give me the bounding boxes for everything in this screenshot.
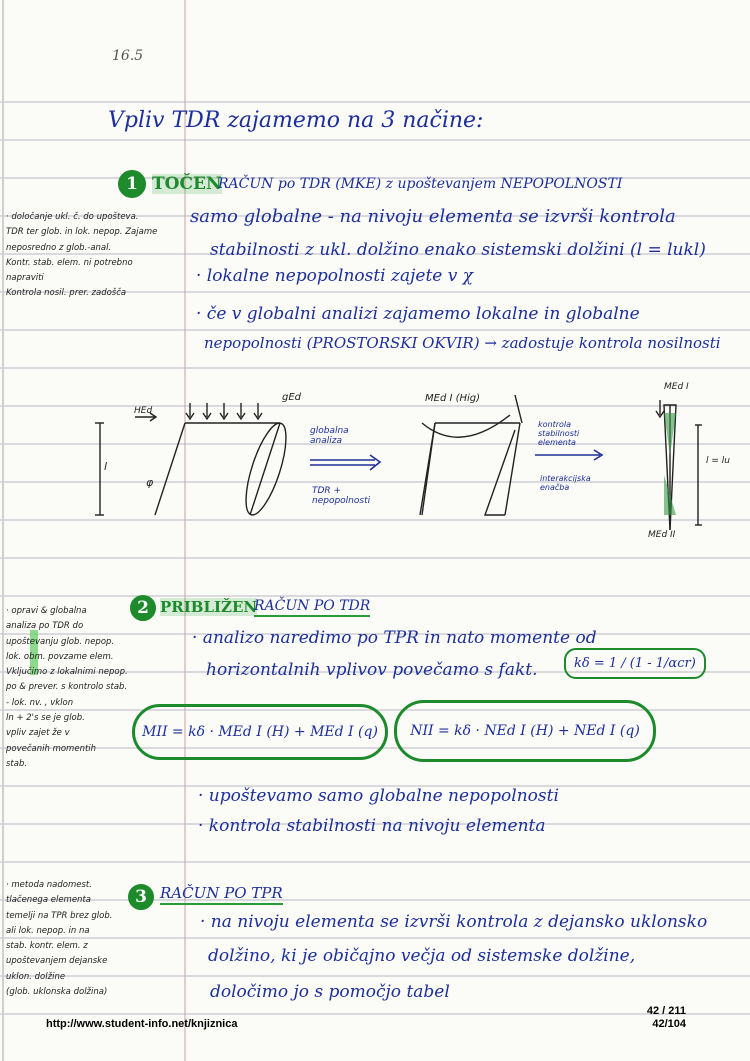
diagram-interaction-label: interakcijska enačba [540, 474, 591, 492]
section3-line-2: dolžino, ki je običajno večja od sistemske dolžine, [208, 946, 636, 966]
diagram-arrow-top: globalna analiza [310, 426, 349, 446]
section2-factor: kδ = 1 / (1 - 1/αcr) [564, 648, 706, 679]
section2-number: 2 [130, 595, 156, 621]
diagram-moment-label: MEd I (Hig) [425, 393, 481, 404]
section2-line-2: horizontalnih vplivov povečamo s fakt. [206, 660, 538, 680]
diagram-check-label: kontrola stabilnosti elementa [538, 420, 580, 447]
section2-line-1: · analizo naredimo po TPR in nato momente od [192, 628, 597, 648]
diagram-right-top: MEd I [664, 382, 689, 392]
section2-heading: RAČUN PO TDR [254, 598, 370, 617]
section1-keyword: TOČEN [152, 174, 222, 194]
section1-side-note: · določanje ukl. č. do upošteva. TDR ter glob. in lok. nepop. Zajame neposredno z glob.-anal. Kontr. stab. elem. ni potrebno napraviti Kontrola nosil. prer. zadošča [6, 212, 158, 299]
page-mark: 16.5 [112, 48, 144, 64]
footer-page-a: 42 / 211 [646, 1005, 686, 1017]
diagram-imperfection: φ [146, 476, 154, 489]
page-title: Vpliv TDR zajamemo na 3 načine: [108, 108, 484, 133]
section2-side-note: · opravi & globalna analiza po TDR do upoštevanju glob. nepop. lok. obm. povzame elem. Vključimo z lokalnimi nepop. po & prever. s kontrolo stab. - lok. nv. , vklon ln + 2's se je glob. vpliv zajet že v povečanih momentih stab. [6, 606, 128, 769]
section3-line-1: · na nivoju elementa se izvrši kontrola z dejansko uklonsko [200, 912, 708, 932]
section1-line-4: · če v globalni analizi zajamemo lokalne in globalne [196, 304, 640, 324]
footer-page-b: 42/104 [652, 1018, 686, 1030]
diagram-right-bottom: MEd II [648, 530, 676, 540]
diagram-load-side: HEd [134, 406, 153, 416]
section1-heading: RAČUN po TDR (MKE) z upoštevanjem NEPOPOLNOSTI [218, 176, 623, 192]
section1-line-5: nepopolnosti (PROSTORSKI OKVIR) → zadostuje kontrola nosilnosti [204, 334, 721, 352]
section1-diagram [90, 385, 740, 555]
section2-keyword: PRIBLIŽEN [160, 598, 258, 616]
section1-number: 1 [118, 170, 146, 198]
section2-after-1: · upoštevamo samo globalne nepopolnosti [198, 786, 559, 806]
section1-line-2: stabilnosti z ukl. dolžino enako sistemski dolžini (l = lukl) [210, 240, 706, 260]
section3-line-3: določimo jo s pomočjo tabel [210, 982, 450, 1002]
section1-line-1: samo globalne - na nivoju elementa se izvrši kontrola [190, 206, 676, 227]
formula-m: MII = kδ · MEd I (H) + MEd I (q) [132, 704, 388, 760]
formula-n: NII = kδ · NEd I (H) + NEd I (q) [394, 700, 656, 762]
section1-line-3: · lokalne nepopolnosti zajete v χ [196, 266, 474, 286]
diagram-load-top: gEd [282, 392, 302, 403]
section3-number: 3 [128, 884, 154, 910]
footer-url[interactable]: http://www.student-info.net/knjiznica [46, 1018, 238, 1030]
diagram-length-label: l = lu [706, 456, 730, 466]
section3-heading: RAČUN PO TPR [160, 884, 283, 905]
section3-side-note: · metoda nadomest. tlačenega elementa temelji na TPR brez glob. ali lok. nepop. in na stab. kontr. elem. z upoštevanjem dejanske uklon. dolžine (glob. uklonska dolžina) [6, 880, 113, 998]
section2-after-2: · kontrola stabilnosti na nivoju elementa [198, 816, 546, 836]
diagram-height: l [104, 460, 108, 473]
diagram-arrow-bottom: TDR + nepopolnosti [312, 486, 371, 506]
